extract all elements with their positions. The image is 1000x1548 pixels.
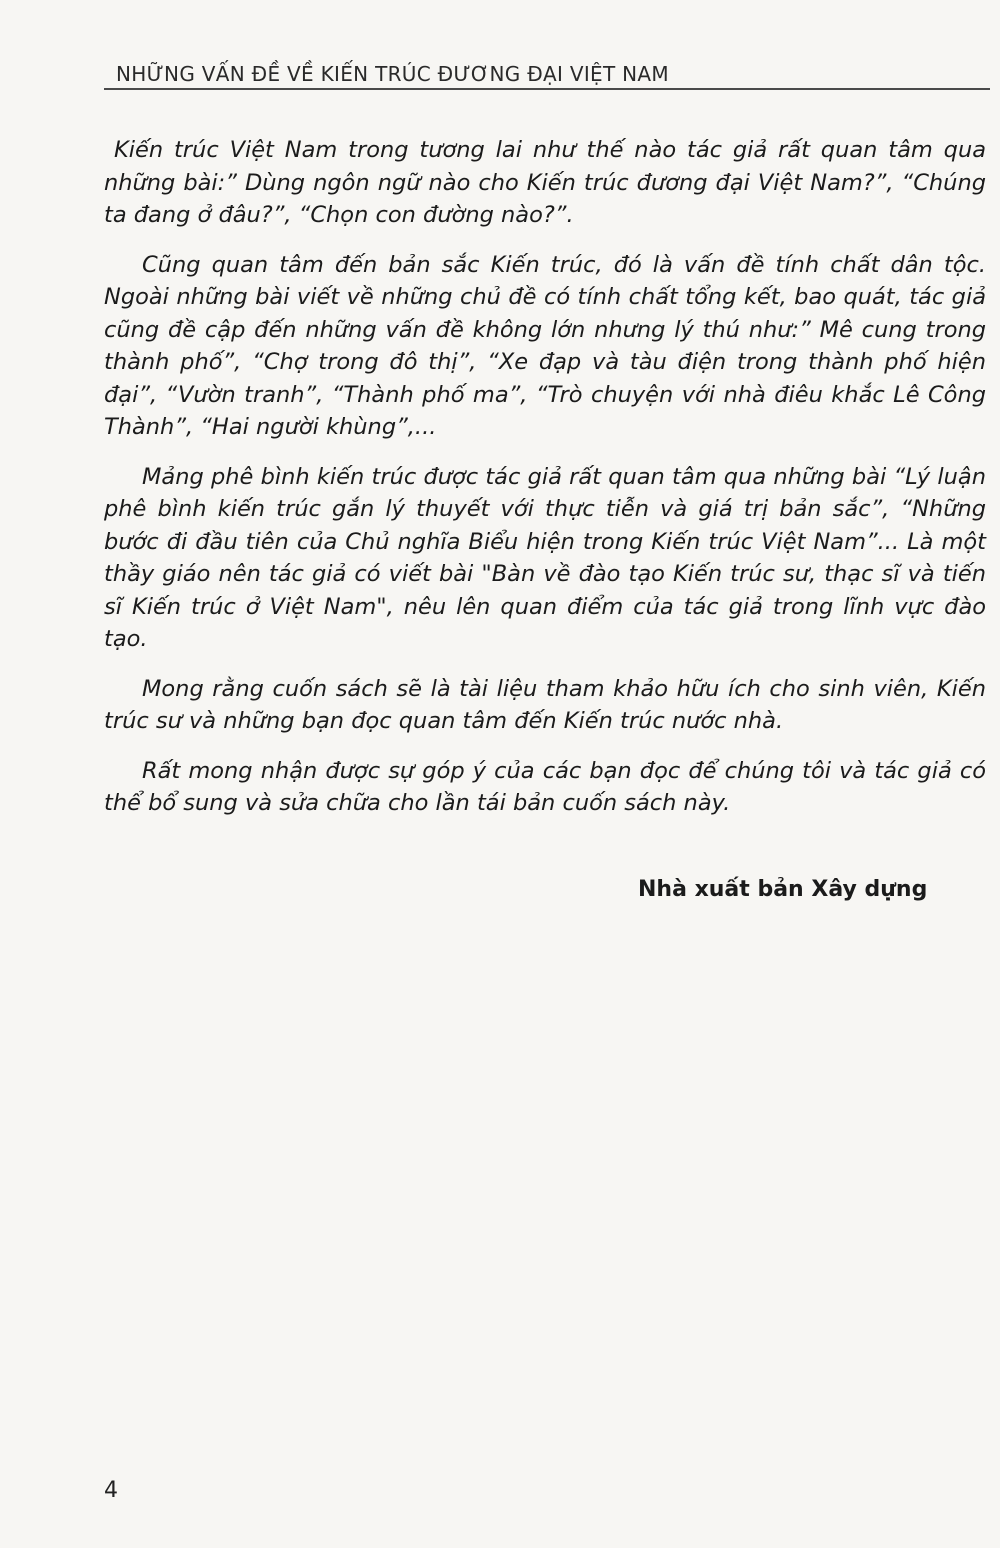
paragraph: Cũng quan tâm đến bản sắc Kiến trúc, đó là vấn đề tính chất dân tộc. Ngoài những bài viết về những chủ đề có tính chất tổng kết, bao quát, tác giả cũng đề cập đến những vấn đề không lớn nhưng lý thú như:” Mê cung trong thành phố”, “Chợ trong đô thị”, “Xe đạp và tàu điện trong thành phố hiện đại”, “Vườn tranh”, “Thành phố ma”, “Trò chuyện với nhà điêu khắc Lê Công Thành”, “Hai người khùng”,... bbox=[104, 251, 986, 440]
paragraph: Mảng phê bình kiến trúc được tác giả rất quan tâm qua những bài “Lý luận phê bình kiến trúc gắn lý thuyết với thực tiễn và giá trị bản sắc”, “Những bước đi đầu tiên của Chủ nghĩa Biểu hiện trong Kiến trúc Việt Nam”... Là một thầy giáo nên tác giả có viết bài "Bàn về đào tạo Kiến trúc sư, thạc sĩ và tiến sĩ Kiến trúc ở Việt Nam", nêu lên quan điểm của tác giả trong lĩnh vực đào tạo. bbox=[104, 463, 986, 652]
body-text bbox=[104, 134, 986, 837]
paragraph: Mong rằng cuốn sách sẽ là tài liệu tham khảo hữu ích cho sinh viên, Kiến trúc sư và những bạn đọc quan tâm đến Kiến trúc nước nhà. bbox=[104, 675, 986, 734]
publisher-signature: Nhà xuất bản Xây dựng bbox=[638, 877, 928, 902]
paragraph: Kiến trúc Việt Nam trong tương lai như thế nào tác giả rất quan tâm qua những bài:” Dùng ngôn ngữ nào cho Kiến trúc đương đại Việt Nam?”, “Chúng ta đang ở đâu?”, “Chọn con đường nào?”. bbox=[104, 137, 986, 228]
paragraph: Rất mong nhận được sự góp ý của các bạn đọc để chúng tôi và tác giả có thể bổ sung và sửa chữa cho lần tái bản cuốn sách này. bbox=[104, 757, 986, 816]
running-header: NHỮNG VẤN ĐỀ VỀ KIẾN TRÚC ĐƯƠNG ĐẠI VIỆT NAM bbox=[116, 62, 669, 86]
header-rule bbox=[104, 88, 990, 90]
page-number: 4 bbox=[104, 1478, 118, 1503]
